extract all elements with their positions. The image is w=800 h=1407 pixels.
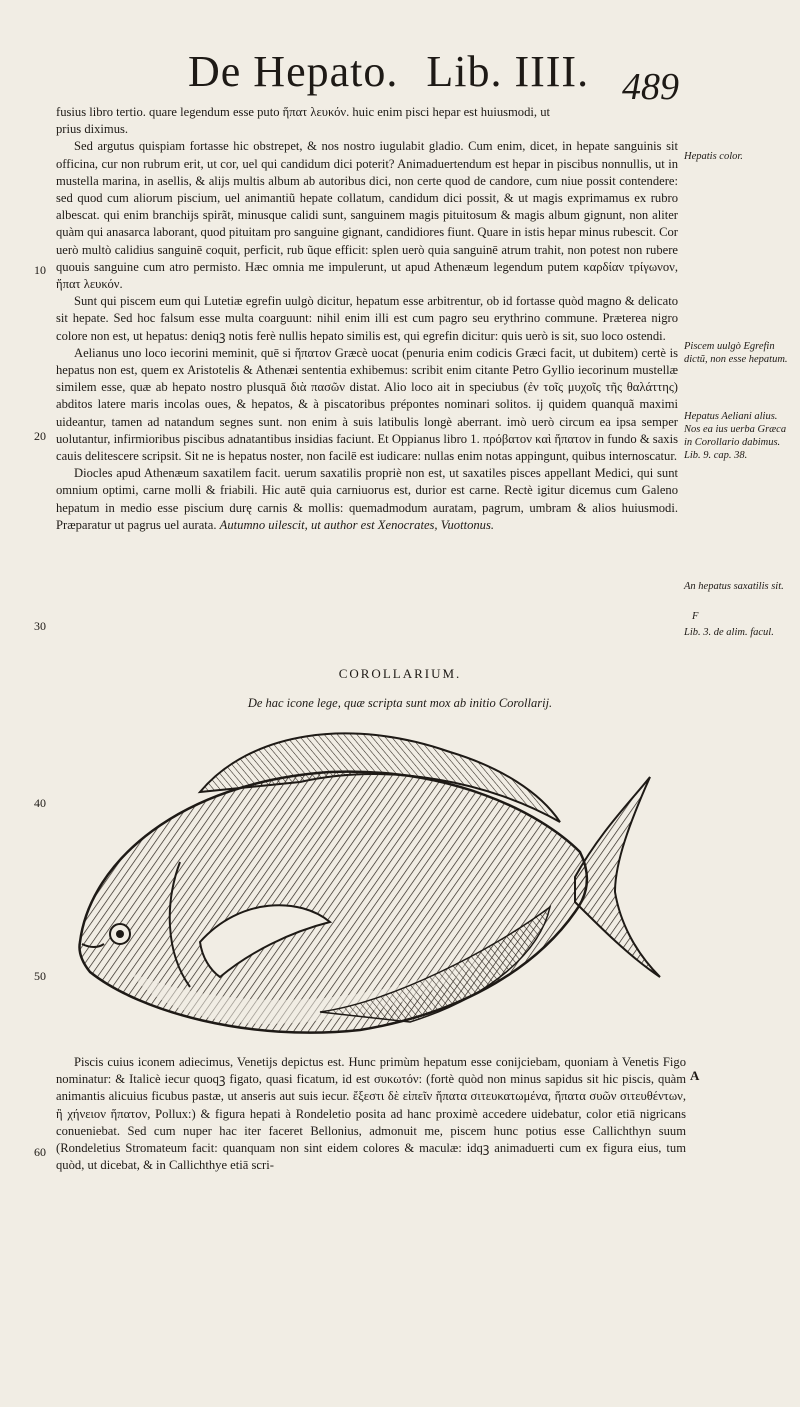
margin-note-liver-color: Hepatis color. (684, 151, 743, 162)
text-line-2: prius diximus. (56, 122, 129, 137)
page-number: 489 (622, 66, 679, 108)
paragraph-diocles (56, 465, 678, 534)
fish-pupil (116, 930, 124, 938)
book-label: Lib. IIII. (426, 47, 590, 96)
running-title (188, 47, 590, 96)
section-letter-a: A (690, 1068, 700, 1083)
paragraph-piscis: Piscis cuius iconem adiecimus, Venetijs depictus est. Hunc primùm hepatum esse conijciebam, quoniam à Venetis Figo nominatur: & Italicè iecur quoqꝫ figato, quasi ficatum, id est συκωτόν: (fortè quòd non minus sapidus sit hic piscis, quàm animantis alicuius ficubus pastæ, ut anseris aut suis iecur. ἔξεστι δὲ εἰπεῖν ἥπατα σιτευκατωμένα, ἥπατα συῶν σιτευθέντων, ἢ χήνειον ἥπατον, Pollux:) & figura hepati à Rondeletio posita ad hanc proximè accedere uidebatur, color etiā nigricans conueniebat. Sed cum nuper hac iter faceret Bellonius, admonuit me, piscem hunc potius esse Callichthyn suum (Rondeletius Stromateum facit: quanquam non sint eidem colores & maculæ: idqꝫ animaduerti cum ex figura eius, tum quòd, ut dicebat, & in Callichthye etiā scri- (56, 1055, 686, 1173)
line-number-30: 30 (34, 619, 46, 633)
upper-text-block (56, 104, 678, 534)
paragraph-aelianus: Aelianus uno loco iecorini meminit, quē si ἥπατον Græcè uocat (penuria enim codicis Græci facit, ut dubitem) certè is hepatus non est, quem ex Aristotelis & Athenæi sententia exhibemus: scribit enim citante Petro Gyllio iecorinum mustellæ similem esse, quæ ab hepato nostro plusquā διὰ πασῶν distat. Alio loco ait in speciubus (ἐν τοῖς μυχοῖς τῆς θαλάττης) abditos latere maris incolas oues, & hepatos, & à piscatoribus prépontes nominari solitos. ij quidem quanquã maximi uideantur, tamen ad natandum segnes sunt. non enim à suis latibulis longè aberrant. imò uerò circum ea ipsa semper uolutantur, infirmioribus piscibus adnatantibus insidias faciunt. Et Oppianus libro 1. πρόβατον καὶ ἥπατον in fundo & saxis cauis delitescere scripsit. Sit ne is hepatus noster, non facilē est iudicare: nullas enim notas appingunt, quibus internoscatur. (56, 345, 678, 464)
paragraph-diocles-note: Autumno uilescit, ut author est Xenocrates, Vuottonus. (219, 517, 495, 532)
running-title-text: De Hepato. (188, 47, 399, 96)
line-number-10: 10 (34, 263, 46, 277)
text-line-1: fusius libro tertio. quare legendum esse puto ἥπατ λευκόν. huic enim pisci hepar est huiusmodi, ut (56, 105, 550, 119)
woodcut-caption: De hac icone lege, quæ scripta sunt mox ab initio Corollarij. (247, 696, 553, 710)
paragraph-egrefin: Sunt qui piscem eum qui Lutetiæ egrefin uulgò dicitur, hepatum esse arbitrentur, ob id fortasse quòd magno & delicato sit hepate. Sed hoc falsum esse multa coarguunt: nihil enim illi est cum pagro seu erythrino commune. Præterea nigro colore non est, ut hepatus: deniqꝫ notis ferè nullis hepato similis est, qui egrefin dicitur: quis uerò is sit, suo loco ostendi. (56, 294, 678, 343)
margin-note-galen: Lib. 3. de alim. facul. (684, 627, 774, 638)
paragraph-diocles-text: Diocles apud Athenæum saxatilem facit. uerum saxatilis propriè non est, ut saxatiles pisces appellant Medici, qui sunt omnium optimi, carne molli & friabili. Hic autē quia carniuorus est, durior est carne. Rectè igitur dicemus cum Galeno hepatum in medio esse piscium durę carnis & mollis: quemadmodum auratam, pagrum, umbram & alios huiusmodi. Præparatur ut pagrus uel aurata. (56, 466, 678, 532)
paragraph-liver-color: Sed argutus quispiam fortasse hic obstrepet, & nos nostro iugulabit gladio. Cum enim, dicet, in hepate sanguinis sit officina, cur non rubrum erit, ut cor, uel qui candidum dici poterit? Animaduertendum est hepar in piscibus nonnullis, ut in mustella marina, in asellis, & alijs multis album ab autoribus dici, non certe quod de candore, cum niue possit contendere: sed quod cum aliorum piscium, uel animantiũ hepate collatum, candidum dici possit, & ut magis exprimamus ex rubro albescat. qui enim branchijs spirãt, minusque calidi sunt, sanguinem magis pituitosum & magis album gignunt, non aliter quàm qui anasarca laborant, quod pituitam pro sanguine gignant, candidiores fiunt. Quare in istis hepar minus rubescit. Cor uerò multò calidius sanguinē coquit, perficit, rub ũque efficit: splen uerò quia sanguinē atrum trahit, non potest non rubere quouis sanguine cum atro permisto. Hæc omnia me impulerunt, ut apud Athenæum legendum putem καρδίαν τρίγωνον, ἥπατ λευκόν. (56, 139, 678, 292)
tail-fin (575, 777, 660, 977)
line-number-20: 20 (34, 429, 46, 443)
margin-note-saxatilis: An hepatus saxatilis sit. (684, 581, 784, 592)
line-number-40: 40 (34, 796, 46, 810)
corollarium-heading: COROLLARIUM. (338, 666, 462, 681)
margin-note-egrefin: Piscem uulgò Egrefin dictũ, non esse hepatum. (684, 341, 788, 365)
lower-text-block (56, 1054, 686, 1174)
margin-letter-f: F (692, 611, 699, 622)
margin-note-aelianus: Hepatus Aeliani alius. Nos ea ius uerba Græca in Corollario dabimus. Lib. 9. cap. 38. (684, 411, 787, 461)
line-number-50: 50 (34, 969, 46, 983)
fish-woodcut-illustration (70, 712, 670, 1042)
line-number-60: 60 (34, 1145, 46, 1159)
